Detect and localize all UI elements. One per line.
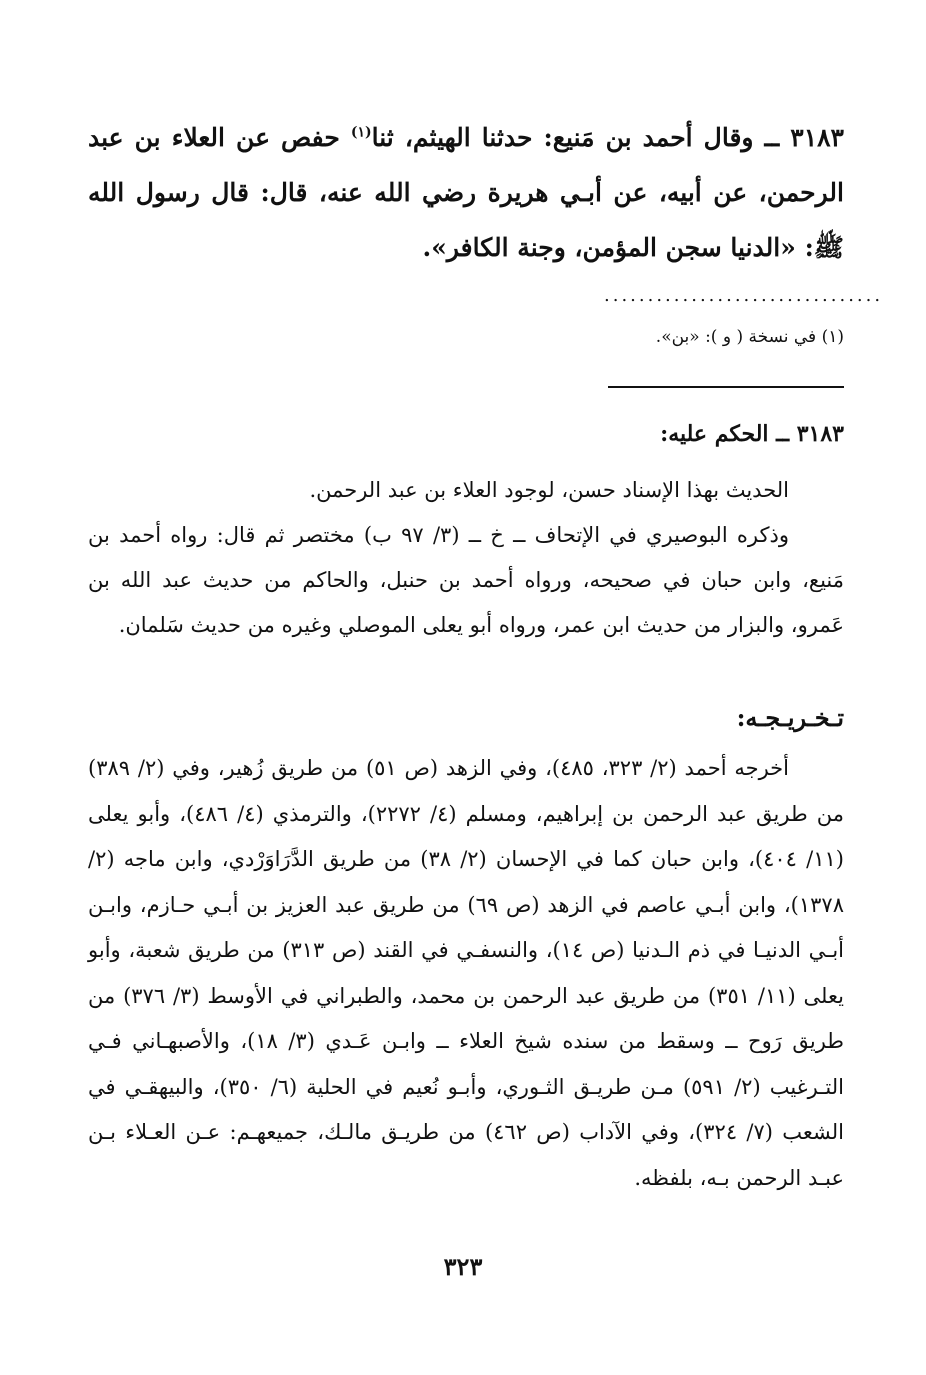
ruling-heading: ٣١٨٣ ــ الحكم عليه: [660,421,844,447]
page-number: ٣٢٣ [443,1252,483,1281]
takhrij-section [88,746,844,1201]
takhrij-heading: تـخـريـجـه: [736,703,844,732]
hadith-text [88,110,844,275]
hadith-text-part2: حفص عن العلاء بن عبد الرحمن، عن أبيه، عن أبـي هريرة رضي الله عنه، قال: قال رسول الله ﷺ: «الدنيا سجن المؤمن، وجنة الكافر». [88,123,844,262]
footnote: (١) في نسخة ( و ): «بن». [655,327,844,347]
hadith-number: ٣١٨٣ [790,123,844,152]
ruling-section [88,468,844,648]
ruling-paragraph: وذكره البوصيري في الإتحاف ــ خ ــ (٣/ ٩٧ ب) مختصر ثم قال: رواه أحمد بن مَنيع، وابن حبان في صحيحه، ورواه أحمد بن حنبل، والحاكم من حديث عبد الله بن عَمرو، والبزار من حديث ابن عمر، ورواه أبو يعلى الموصلي وغيره من حديث سَلمان. [88,523,844,637]
ruling-paragraph: الحديث بهذا الإسناد حسن، لوجود العلاء بن عبد الرحمن. [309,478,789,502]
section-divider [608,386,844,388]
takhrij-paragraph: أخرجه أحمد (٢/ ٣٢٣، ٤٨٥)، وفي الزهد (ص ٥١) من طريق زُهير، وفي (٢/ ٣٨٩) من طريق عبد الرحمن بن إبراهيم، ومسلم (٤/ ٢٢٧٢)، والترمذي (٤/ ٤٨٦)، وأبو يعلى (١١/ ٤٠٤)، وابن حبان كما في الإحسان (٢/ ٣٨) من طريق الدَّرَاوَرْدي، وابن ماجه (٢/ ١٣٧٨)، وابن أبـي عاصم في الزهد (ص ٦٩) من طريق عبد العزيز بن أبـي حـازم، وابـن أبـي الدنيـا في ذم الـدنيا (ص ١٤)، والنسفـي في القند (ص ٣١٣) من طريق شعبة، وأبو يعلى (١١/ ٣٥١) من طريق عبد الرحمن بن محمد، والطبراني في الأوسط (٣/ ٣٧٦) من طريق رَوح ــ وسقط من سنده شيخ العلاء ــ وابـن عَـدي (٣/ ١٨)، والأصبهـاني فـي التـرغيب (٢/ ٥٩١) مـن طريـق الثـوري، وأبـو نُعيم في الحلية (٦/ ٣٥٠)، والبيهقـي في الشعب (٧/ ٣٢٤)، وفي الآداب (ص ٤٦٢) من طريـق مالـك، جميعهـم: عـن العـلاء بـن عبـد الرحمن بـه، بلفظه. [88,756,845,1190]
hadith-text-part1: ــ وقال أحمد بن مَنيع: حدثنا الهيثم، ثنا [371,123,780,152]
footnote-separator: ................................ [604,285,884,306]
footnote-reference: (١) [350,124,372,141]
